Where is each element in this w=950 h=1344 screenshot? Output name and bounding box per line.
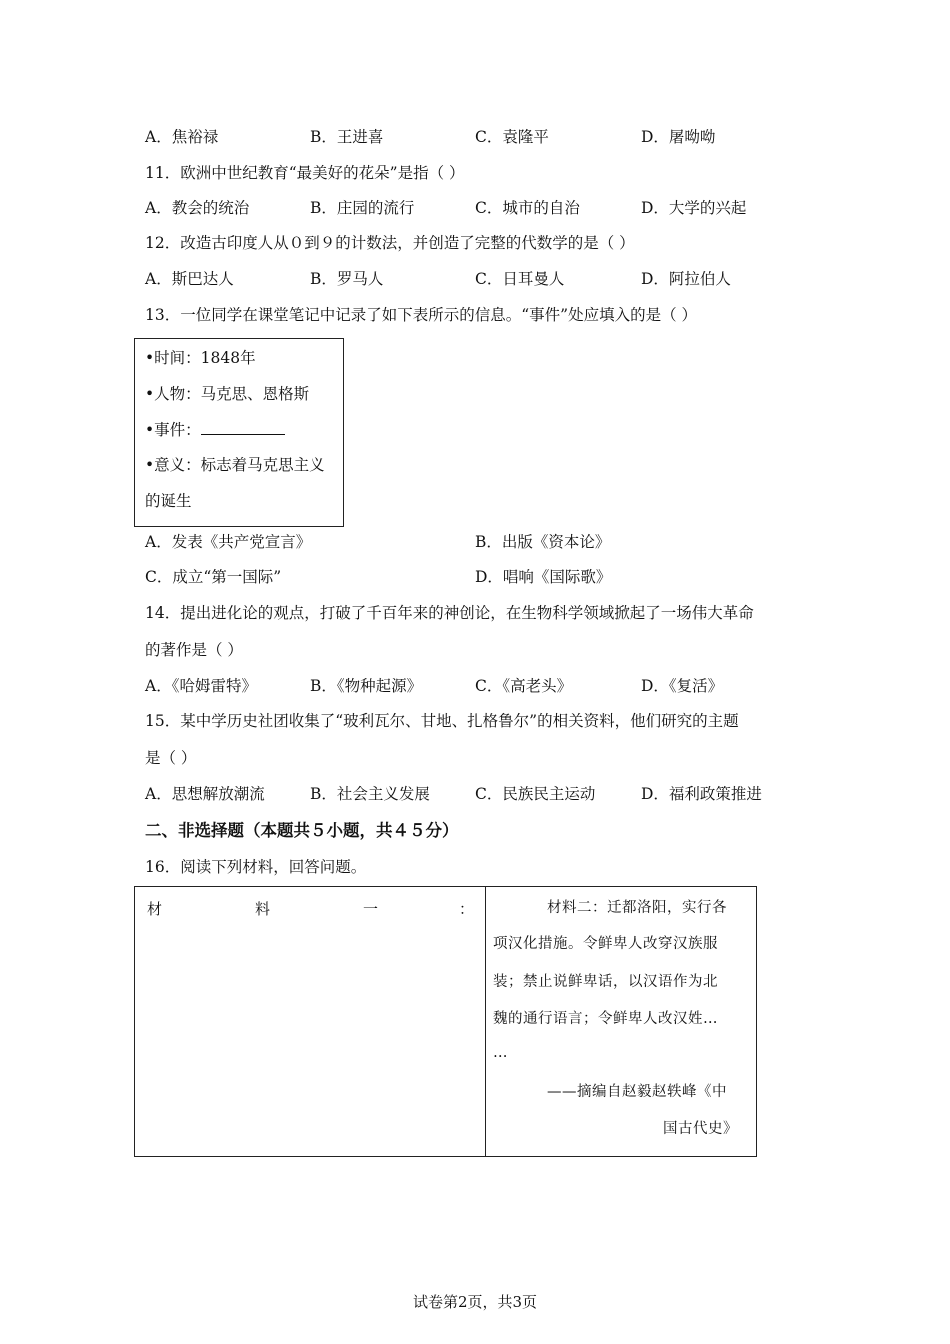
q16-material-table xyxy=(134,886,757,1157)
page-footer: 试卷第2页，共3页 xyxy=(412,1293,538,1311)
q11-stem: 11．欧洲中世纪教育“最美好的花朵”是指（ ） xyxy=(145,164,465,182)
material-1-cell xyxy=(145,897,475,921)
q11-option-b: B．庄园的流行 xyxy=(310,199,415,217)
material-2-line-5: … xyxy=(493,1045,508,1061)
q15-options xyxy=(145,783,825,805)
q15-option-c: C．民族民主运动 xyxy=(475,785,596,803)
q14-options xyxy=(145,675,825,697)
material-1-char-3: 一 xyxy=(363,900,379,918)
q10-option-c: C．袁隆平 xyxy=(475,128,549,146)
note-time: •时间：1848年 xyxy=(145,349,256,367)
note-meaning-2: 的诞生 xyxy=(145,492,192,510)
material-1-char-4: ： xyxy=(459,900,475,918)
section-2-title: 二、非选择题（本题共５小题，共４５分） xyxy=(145,821,459,840)
q14-option-c: C．《高老头》 xyxy=(475,677,573,695)
q14-option-d: D．《复活》 xyxy=(641,677,724,695)
material-2-source-1: ——摘编自赵毅赵轶峰《中 xyxy=(547,1084,727,1100)
q13-options-row1 xyxy=(145,531,825,553)
q13-option-b: B．出版《资本论》 xyxy=(475,533,611,551)
q13-option-d: D．唱响《国际歌》 xyxy=(475,568,612,586)
note-event-row xyxy=(145,419,285,441)
material-2-line-3: 装；禁止说鲜卑话，以汉语作为北 xyxy=(493,974,718,990)
q10-options xyxy=(145,126,825,148)
q11-option-a: A．教会的统治 xyxy=(145,199,250,217)
q10-option-a: A．焦裕禄 xyxy=(145,128,219,146)
note-people: •人物：马克思、恩格斯 xyxy=(145,385,310,403)
material-2-line-1: 材料二：迁都洛阳，实行各 xyxy=(547,900,727,916)
q10-option-d: D．屠呦呦 xyxy=(641,128,716,146)
note-meaning-1: •意义：标志着马克思主义 xyxy=(145,456,325,474)
q15-option-a: A．思想解放潮流 xyxy=(145,785,265,803)
q15-option-b: B．社会主义发展 xyxy=(310,785,430,803)
q14-stem-2: 的著作是（ ） xyxy=(145,641,243,659)
q12-option-c: C．日耳曼人 xyxy=(475,270,565,288)
material-1-char-2: 料 xyxy=(255,900,271,918)
q16-stem: 16．阅读下列材料，回答问题。 xyxy=(145,858,367,876)
q13-stem: 13．一位同学在课堂笔记中记录了如下表所示的信息。“事件”处应填入的是（ ） xyxy=(145,306,698,324)
q13-option-c: C．成立“第一国际” xyxy=(145,568,282,586)
q12-options xyxy=(145,268,825,290)
material-2-line-2: 项汉化措施。令鲜卑人改穿汉族服 xyxy=(493,936,718,952)
note-event: •事件： xyxy=(145,421,201,439)
q14-option-a: A．《哈姆雷特》 xyxy=(145,677,257,695)
q12-option-d: D．阿拉伯人 xyxy=(641,270,731,288)
q11-option-d: D．大学的兴起 xyxy=(641,199,747,217)
q14-option-b: B．《物种起源》 xyxy=(310,677,423,695)
material-1-char-1: 材 xyxy=(147,900,163,918)
q13-options-row2 xyxy=(145,566,825,588)
material-2-source-2: 国古代史》 xyxy=(663,1121,738,1137)
q12-stem: 12．改造古印度人从０到９的计数法，并创造了完整的代数学的是（ ） xyxy=(145,234,635,252)
q12-option-a: A．斯巴达人 xyxy=(145,270,234,288)
q11-option-c: C．城市的自治 xyxy=(475,199,580,217)
q13-note-box xyxy=(134,338,344,527)
q14-stem-1: 14．提出进化论的观点，打破了千百年来的神创论，在生物科学领域掀起了一场伟大革命 xyxy=(145,604,754,622)
q12-option-b: B．罗马人 xyxy=(310,270,384,288)
q15-option-d: D．福利政策推进 xyxy=(641,785,762,803)
q15-stem-1: 15．某中学历史社团收集了“玻利瓦尔、甘地、扎格鲁尔”的相关资料，他们研究的主题 xyxy=(145,712,739,730)
note-event-blank xyxy=(201,420,285,435)
q15-stem-2: 是（ ） xyxy=(145,749,197,767)
q10-option-b: B．王进喜 xyxy=(310,128,384,146)
material-2-line-4: 魏的通行语言；令鲜卑人改汉姓… xyxy=(493,1011,718,1027)
q11-options xyxy=(145,197,825,219)
table-divider xyxy=(485,887,486,1156)
q13-option-a: A．发表《共产党宣言》 xyxy=(145,533,312,551)
